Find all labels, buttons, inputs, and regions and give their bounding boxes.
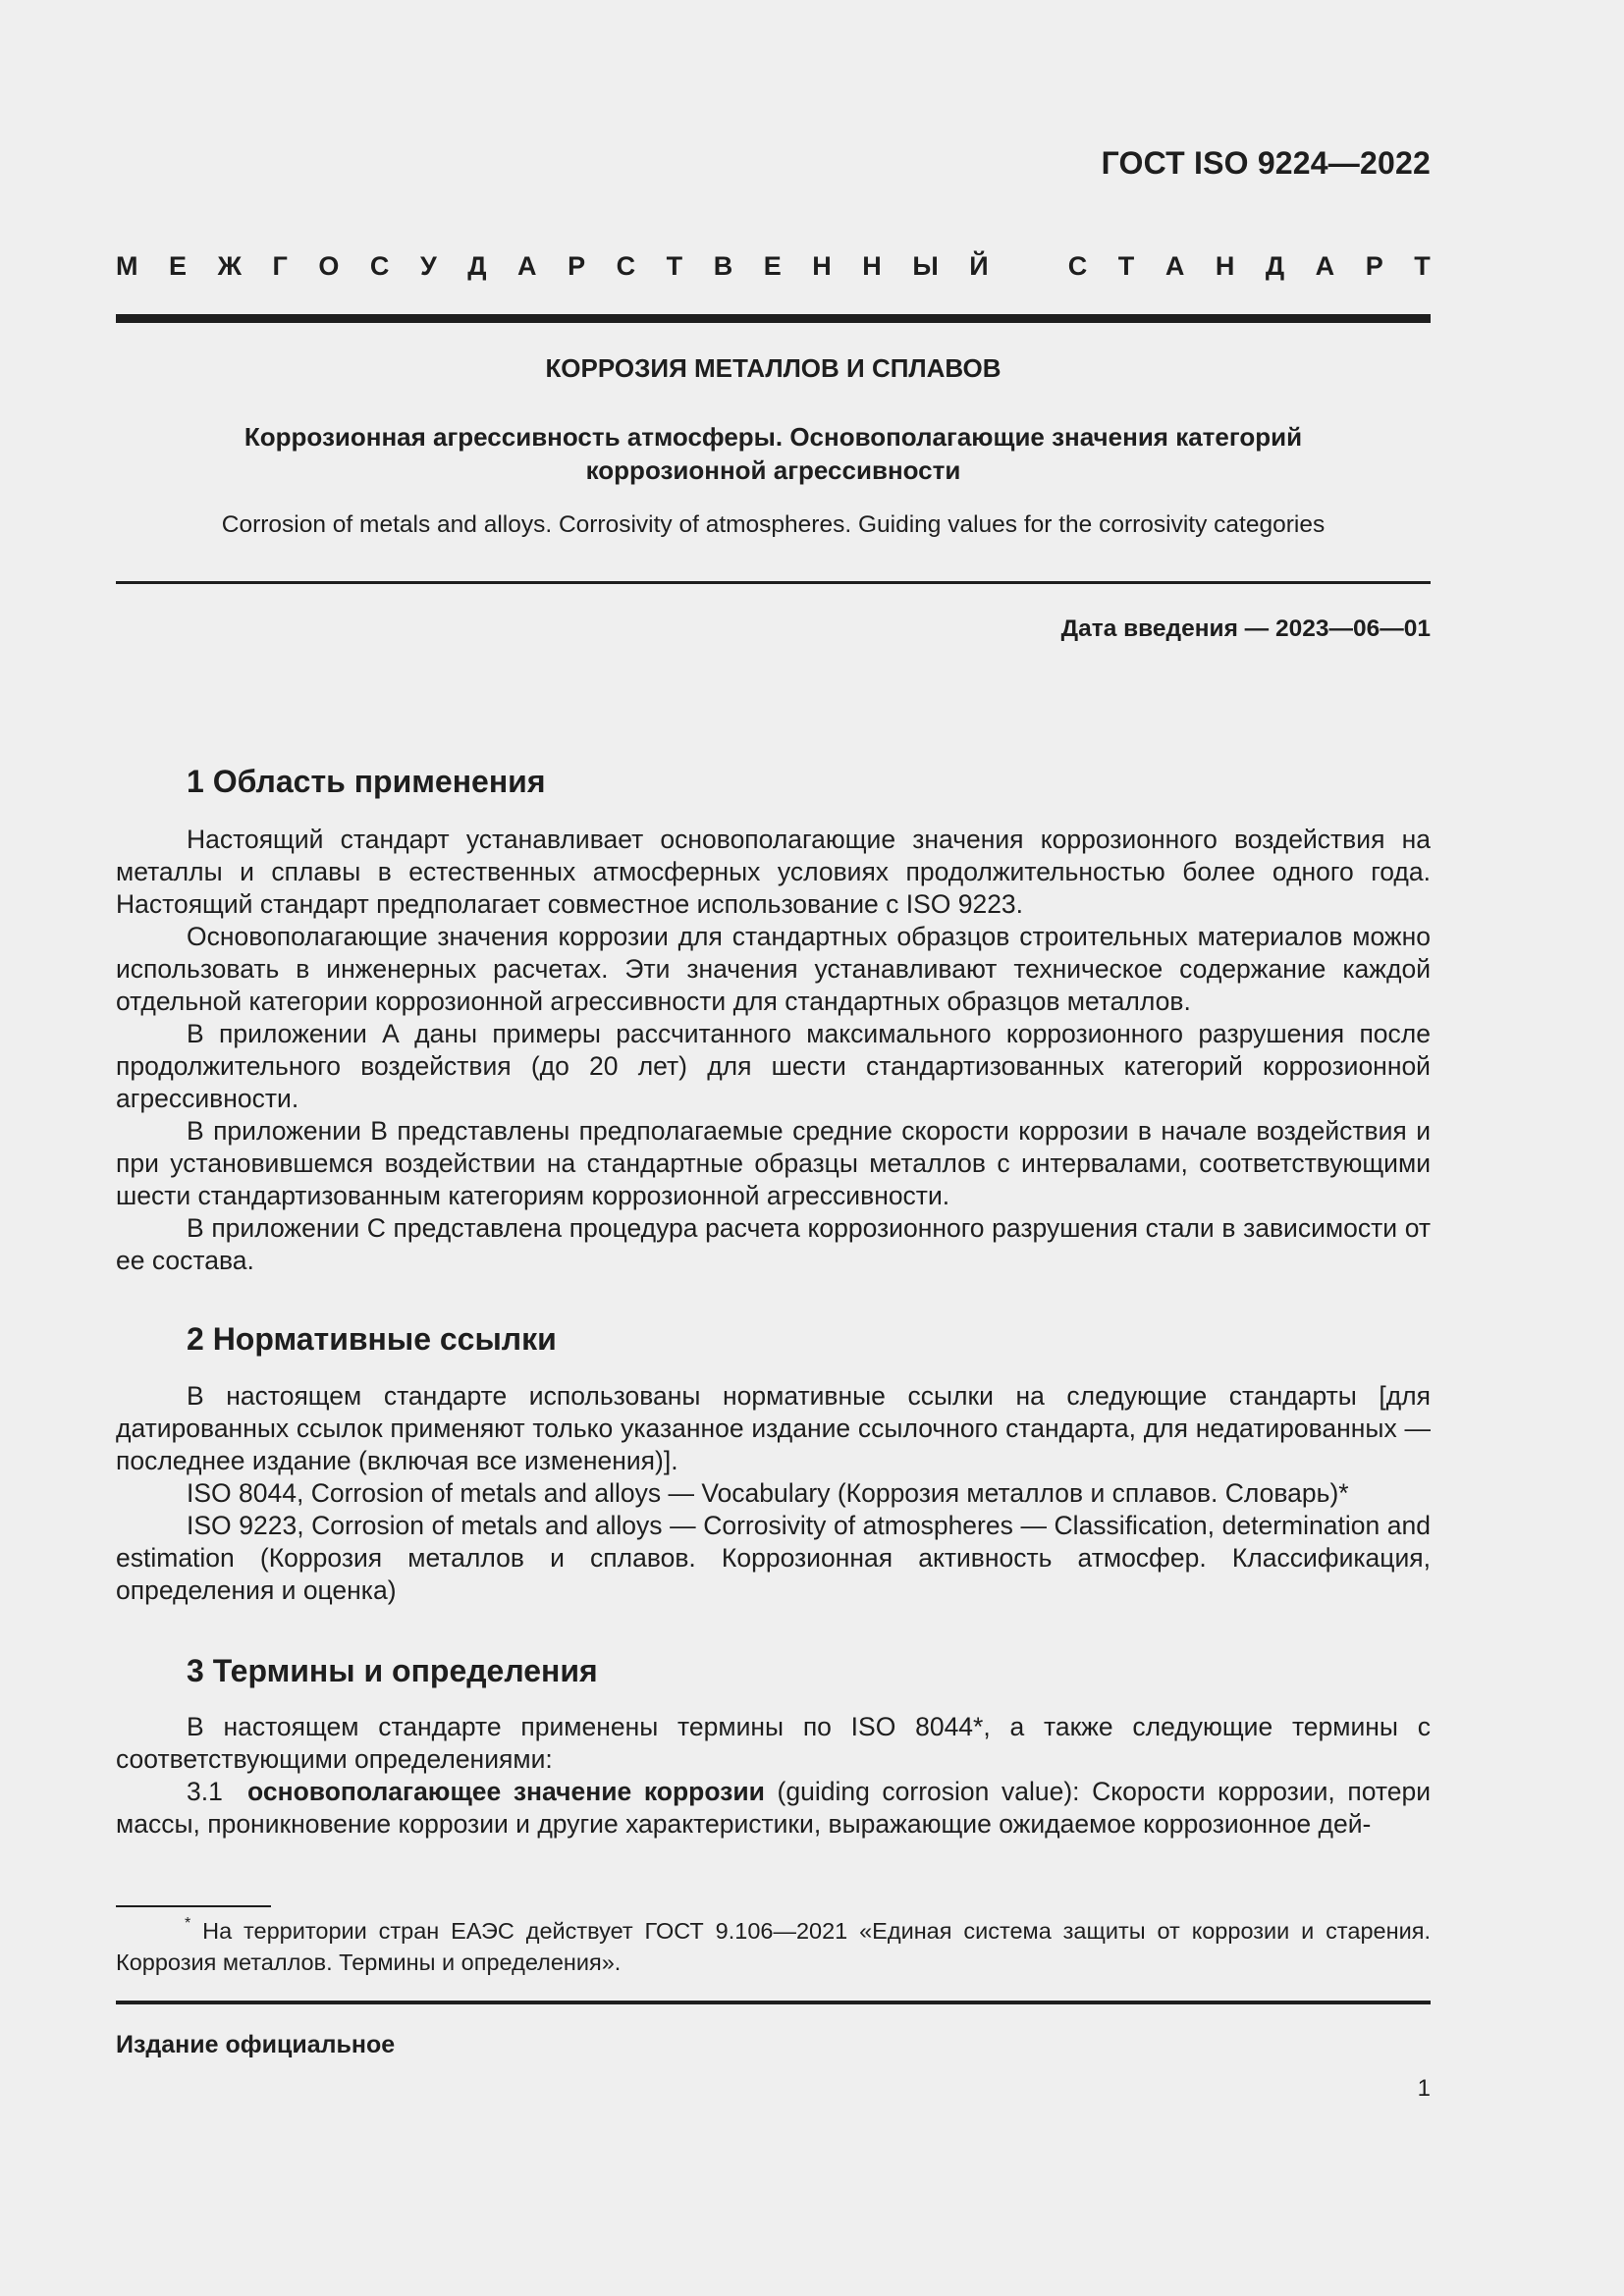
footer-divider <box>116 2001 1431 2004</box>
banner-letter: Н <box>812 251 832 281</box>
banner-letter: Р <box>568 251 586 281</box>
reference-iso-9223: ISO 9223, Corrosion of metals and alloys — Corrosivity of atmospheres — Classification, determination and estimation (Коррозия металлов и сплавов. Коррозионная активность атмосфер. Классификация, определения и оценка) <box>116 1511 1431 1605</box>
subtitle-line-1: Коррозионная агрессивность атмосферы. Основополагающие значения категорий <box>244 422 1303 452</box>
banner-letter: Р <box>1365 251 1383 281</box>
banner-letter: Г <box>272 251 288 281</box>
reference-iso-8044: ISO 8044, Corrosion of metals and alloys — Vocabulary (Коррозия металлов и сплавов. Словарь)* <box>187 1478 1349 1508</box>
footnote-mark: * <box>185 1915 191 1932</box>
banner-letter: В <box>713 251 733 281</box>
banner-letter: М <box>116 251 138 281</box>
footnote <box>116 1910 1431 1978</box>
paragraph: Основополагающие значения коррозии для стандартных образцов строительных материалов можно использовать в инженерных расчетах. Эти значения устанавливают техническое содержание каждой отдельной категории коррозионной агрессивности для стандартных образцов металлов. <box>116 922 1431 1016</box>
banner-letter: Н <box>862 251 882 281</box>
banner-letter: Н <box>1215 251 1235 281</box>
paragraph: В приложении В представлены предполагаемые средние скорости коррозии в начале воздействия и при установившемся воздействии на стандартные образцы металлов с интервалами, соответствующими шести стандартизованным категориям коррозионной агрессивности. <box>116 1116 1431 1210</box>
banner-letter: Т <box>1414 251 1431 281</box>
banner-letter: Т <box>1117 251 1135 281</box>
title-divider <box>116 581 1431 584</box>
banner-letter: А <box>1164 251 1185 281</box>
paragraph: В настоящем стандарте использованы нормативные ссылки на следующие стандарты [для датированных ссылок применяют только указанное издание ссылочного стандарта, для недатированных — последнее издание (включая все изменения)]. <box>116 1381 1431 1475</box>
banner-letter: С <box>616 251 636 281</box>
document-subtitle <box>116 420 1431 487</box>
term-number: 3.1 <box>187 1777 223 1806</box>
paragraph: Настоящий стандарт устанавливает основополагающие значения коррозионного воздействия на металлы и сплавы в естественных атмосферных условиях продолжительностью более одного года. Настоящий стандарт предполагает совместное использование с ISO 9223. <box>116 825 1431 919</box>
banner-letter <box>1019 251 1037 282</box>
term-name: основополагающее значение коррозии <box>247 1777 765 1806</box>
banner-letter: Т <box>666 251 683 281</box>
banner-letter: У <box>419 251 437 281</box>
standard-code: ГОСТ ISO 9224—2022 <box>1101 145 1431 181</box>
banner-letter: С <box>1067 251 1088 281</box>
banner-letter: Ж <box>217 251 242 281</box>
document-title: КОРРОЗИЯ МЕТАЛЛОВ И СПЛАВОВ <box>545 353 1001 383</box>
paragraph: В приложении А даны примеры рассчитанного максимального коррозионного разрушения после продолжительного воздействия (до 20 лет) для шести стандартизованных категорий коррозионной агрессивности. <box>116 1019 1431 1113</box>
section-1-heading: 1 Область применения <box>187 764 546 799</box>
section-3-body <box>116 1711 1431 1841</box>
term-definition <box>116 1776 1431 1841</box>
paragraph: В настоящем стандарте применены термины по ISO 8044*, а также следующие термины с соответствующими определениями: <box>116 1712 1431 1774</box>
subtitle-line-2: коррозионной агрессивности <box>585 455 961 485</box>
section-3-heading: 3 Термины и определения <box>187 1653 598 1688</box>
banner-letter: Й <box>969 251 989 281</box>
banner-letter: С <box>369 251 390 281</box>
term-text: (guiding corrosion value): Скорости коррозии, потери массы, проникновение коррозии и другие характеристики, выражающие ожидаемое коррозионное дей- <box>116 1777 1432 1839</box>
banner-letter: Д <box>1265 251 1285 281</box>
footnote-divider <box>116 1905 271 1907</box>
banner-letter: О <box>318 251 340 281</box>
section-2-body <box>116 1380 1431 1607</box>
page-number: 1 <box>1417 2075 1431 2102</box>
english-title: Corrosion of metals and alloys. Corrosivity of atmospheres. Guiding values for the corrosivity categories <box>221 511 1326 538</box>
banner-letter: Е <box>763 251 782 281</box>
introduction-date: Дата введения — 2023—06—01 <box>1060 615 1431 642</box>
section-2-heading: 2 Нормативные ссылки <box>187 1321 557 1357</box>
official-edition-label: Издание официальное <box>116 2031 396 2058</box>
section-1-body <box>116 824 1431 1277</box>
banner-letter: А <box>517 251 537 281</box>
banner-letter: А <box>1315 251 1335 281</box>
banner-letter: Е <box>169 251 188 281</box>
paragraph: В приложении С представлена процедура расчета коррозионного разрушения стали в зависимости от ее состава. <box>116 1213 1431 1275</box>
banner-letter: Ы <box>912 251 939 281</box>
banner-letter: Д <box>467 251 487 281</box>
interstate-standard-banner <box>116 251 1431 282</box>
footnote-text: На территории стран ЕАЭС действует ГОСТ 9.106—2021 «Единая система защиты от коррозии и старения. Коррозия металлов. Термины и определения». <box>116 1917 1431 1975</box>
document-page <box>116 0 1431 2296</box>
header-divider-thick <box>116 314 1431 323</box>
